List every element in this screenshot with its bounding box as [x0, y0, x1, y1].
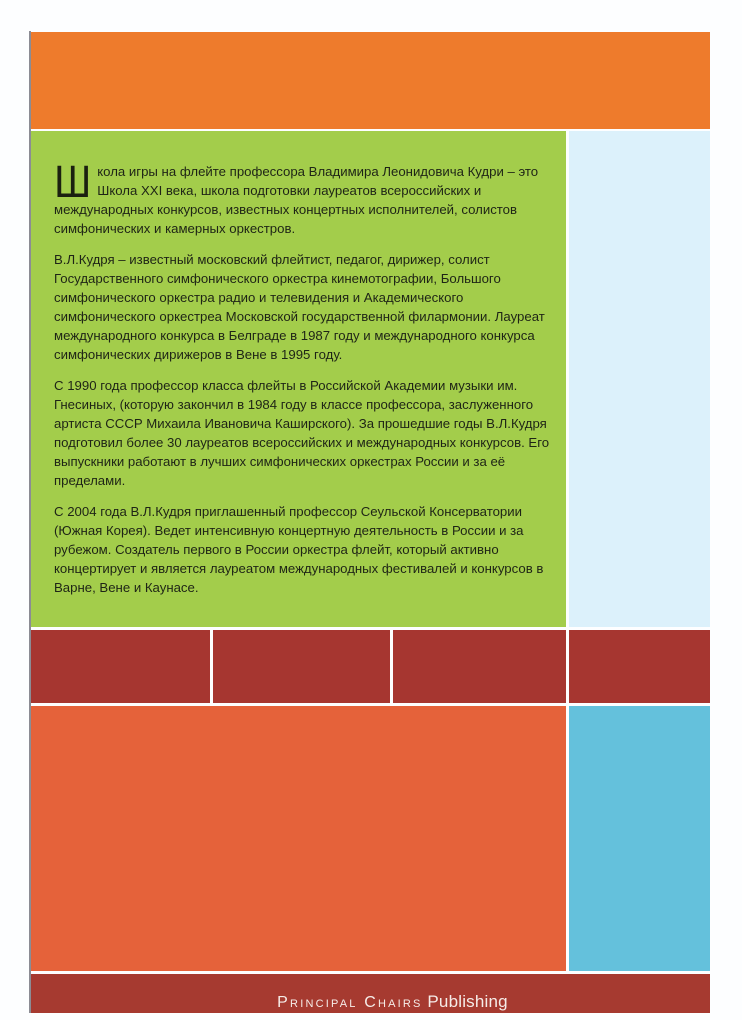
orange-red-block — [31, 706, 566, 971]
footer-band — [31, 974, 710, 1013]
publisher-suffix: Publishing — [427, 992, 508, 1011]
paragraph-intro-text: кола игры на флейте профессора Владимира Леонидовича Кудри – это Школа XXI века, школа подготовки лауреатов всероссийских и международных конкурсов, известных концертных исполнителей, солистов симфонических и камерных оркестров. — [54, 164, 539, 236]
publisher-name: Principal Chairs — [277, 994, 423, 1011]
red-block-2 — [213, 630, 390, 703]
orange-header-block — [31, 32, 710, 129]
red-block-4 — [569, 630, 710, 703]
publisher-logo — [31, 994, 710, 1011]
paragraph-seoul: С 2004 года В.Л.Кудря приглашенный профессор Сеульской Консерватории (Южная Корея). Ведет интенсивную концертную деятельность в России и за рубежом. Создатель первого в России оркестра флейт, который активно концертирует и является лауреатом международных фестивалей и конкурсов в Варне, Вене и Каунасе. — [54, 504, 544, 595]
red-block-3 — [393, 630, 566, 703]
drop-cap: Ш — [54, 156, 92, 207]
blue-side-block — [569, 706, 710, 971]
light-blue-side-block — [569, 131, 710, 627]
paragraph-biography: В.Л.Кудря – известный московский флейтист, педагог, дирижер, солист Государственного симфонического оркестра кинемотографии, Большого симфонического оркестра радио и телевидения и Академического симфонического оркестреа Московской государственной филармонии. Лауреат международного конкурса в Белграде в 1987 году и международного конкурса симфонических дирижеров в Вене в 1995 году. — [54, 252, 545, 362]
body-text — [54, 156, 559, 609]
paragraph-teaching: С 1990 года профессор класса флейты в Российской Академии музыки им. Гнесиных, (которую закончил в 1984 году в классе профессора, заслуженного артиста СССР Михаила Ивановича Каширского). За прошедшие годы В.Л.Кудря подготовил более 30 лауреатов всероссийских и международных конкурсов. Его выпускники работают в лучших симфонических оркестрах России и за её пределами. — [54, 378, 550, 488]
paragraph-intro — [54, 156, 559, 238]
red-block-1 — [31, 630, 210, 703]
